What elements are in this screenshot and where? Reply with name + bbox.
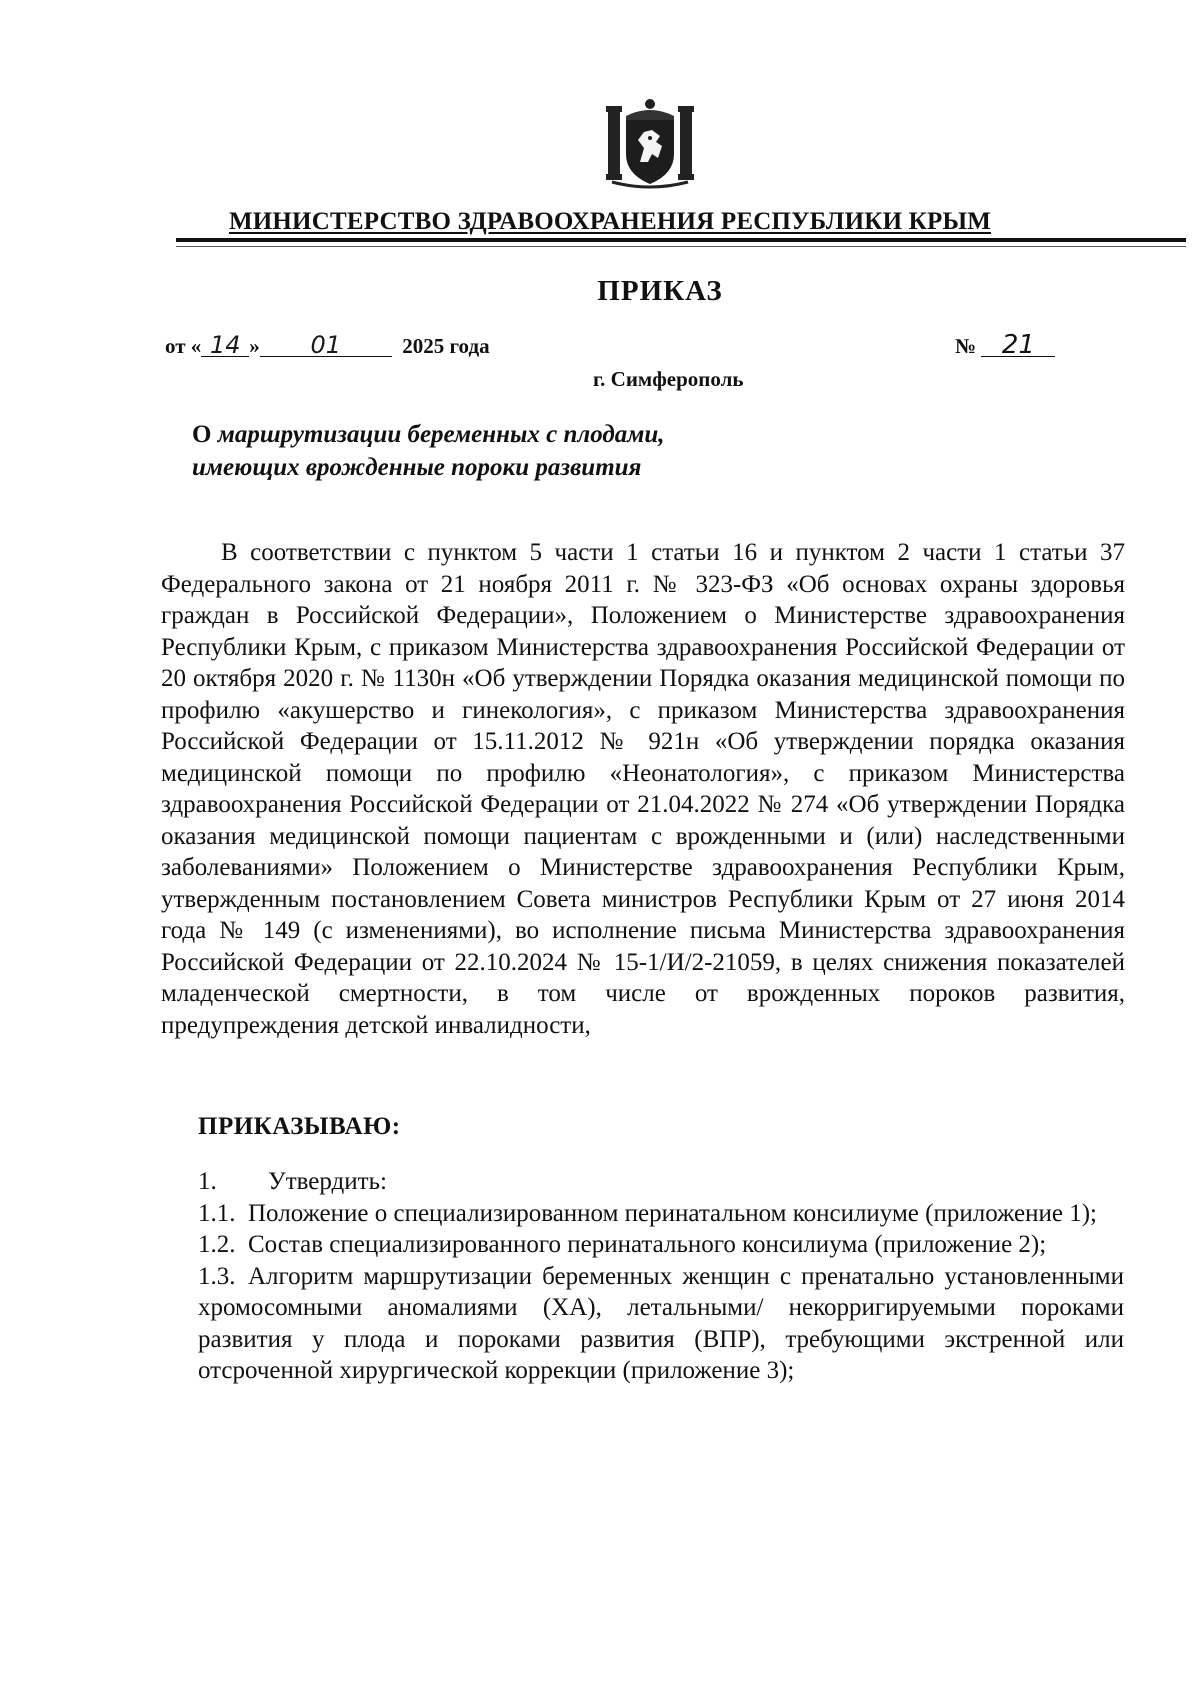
order-items [198, 1166, 1124, 1387]
list-item [198, 1229, 1124, 1261]
date-day-field: 14 [201, 334, 249, 357]
header-rule-thin [176, 246, 1186, 247]
number-field: 21 [981, 334, 1055, 357]
item-text: Состав специализированного перинатального консилиума (приложение 2); [248, 1231, 1047, 1258]
date-line [165, 331, 490, 359]
preamble-paragraph: В соответствии с пунктом 5 части 1 статьи 16 и пунктом 2 части 1 статьи 37 Федерального закона от 21 ноября 2011 г. № 323-ФЗ «Об основах охраны здоровья граждан в Российской Федерации», Положением о Министерстве здравоохранения Республики Крым, с приказом Министерства здравоохранения Российской Федерации от 20 октября 2020 г. № 1130н «Об утверждении Порядка оказания медицинской помощи по профилю «акушерство и гинекология», с приказом Министерства здравоохранения Российской Федерации от 15.11.2012 № 921н «Об утверждении порядка оказания медицинской помощи по профилю «Неонатология», с приказом Министерства здравоохранения Российской Федерации от 21.04.2022 № 274 «Об утверждении Порядка оказания медицинской помощи пациентам с врожденными и (или) наследственными заболеваниями» Положением о Министерстве здравоохранения Республики Крым, утвержденным постановлением Совета министров Республики Крым от 27 июня 2014 года № 149 (с изменениями), во исполнение письма Министерства здравоохранения Российской Федерации от 22.10.2024 № 15-1/И/2-21059, в целях снижения показателей младенческой смертности, в том числе от врожденных пороков развития, предупреждения детской инвалидности, [161, 539, 1125, 1039]
item-text: Алгоритм маршрутизации беременных женщин с пренатально установленными хромосомными аномалиями (ХА), летальными/ некорригируемыми пороками развития у плода и пороками развития (ВПР), требующими экстренной или отсроченной хирургической коррекции (приложение 3); [198, 1262, 1124, 1384]
list-item [198, 1261, 1124, 1387]
item-text: Утвердить: [268, 1168, 387, 1195]
subject-line-1: маршрутизации беременных с плодами, [217, 421, 665, 448]
city: г. Симферополь [593, 367, 744, 391]
order-heading: ПРИКАЗЫВАЮ: [198, 1113, 401, 1140]
item-number: 1.3. [198, 1262, 236, 1290]
crimea-coat-of-arms-icon [604, 96, 696, 192]
item-number: 1.2. [198, 1231, 236, 1258]
date-prefix: от « [165, 334, 202, 358]
document-type-title: ПРИКАЗ [597, 275, 723, 307]
date-day-suffix: » [249, 334, 260, 358]
item-number: 1.1. [198, 1199, 236, 1227]
date-year: 2025 года [402, 334, 490, 358]
list-item [198, 1166, 1124, 1198]
item-number: 1. [198, 1168, 217, 1195]
subject-prefix: О [192, 421, 212, 448]
date-month-field: 01 [260, 334, 392, 357]
ministry-name: МИНИСТЕРСТВО ЗДРАВООХРАНЕНИЯ РЕСПУБЛИКИ КРЫМ [228, 208, 992, 235]
item-text: Положение о специализированном перинатальном консилиуме (приложение 1); [248, 1199, 1097, 1227]
header-rule-thick [176, 238, 1186, 242]
document-number [955, 330, 1055, 360]
list-item [198, 1198, 1124, 1230]
document-subject [192, 418, 665, 484]
number-prefix: № [955, 334, 977, 358]
subject-line-2: имеющих врожденные пороки развития [192, 454, 642, 481]
